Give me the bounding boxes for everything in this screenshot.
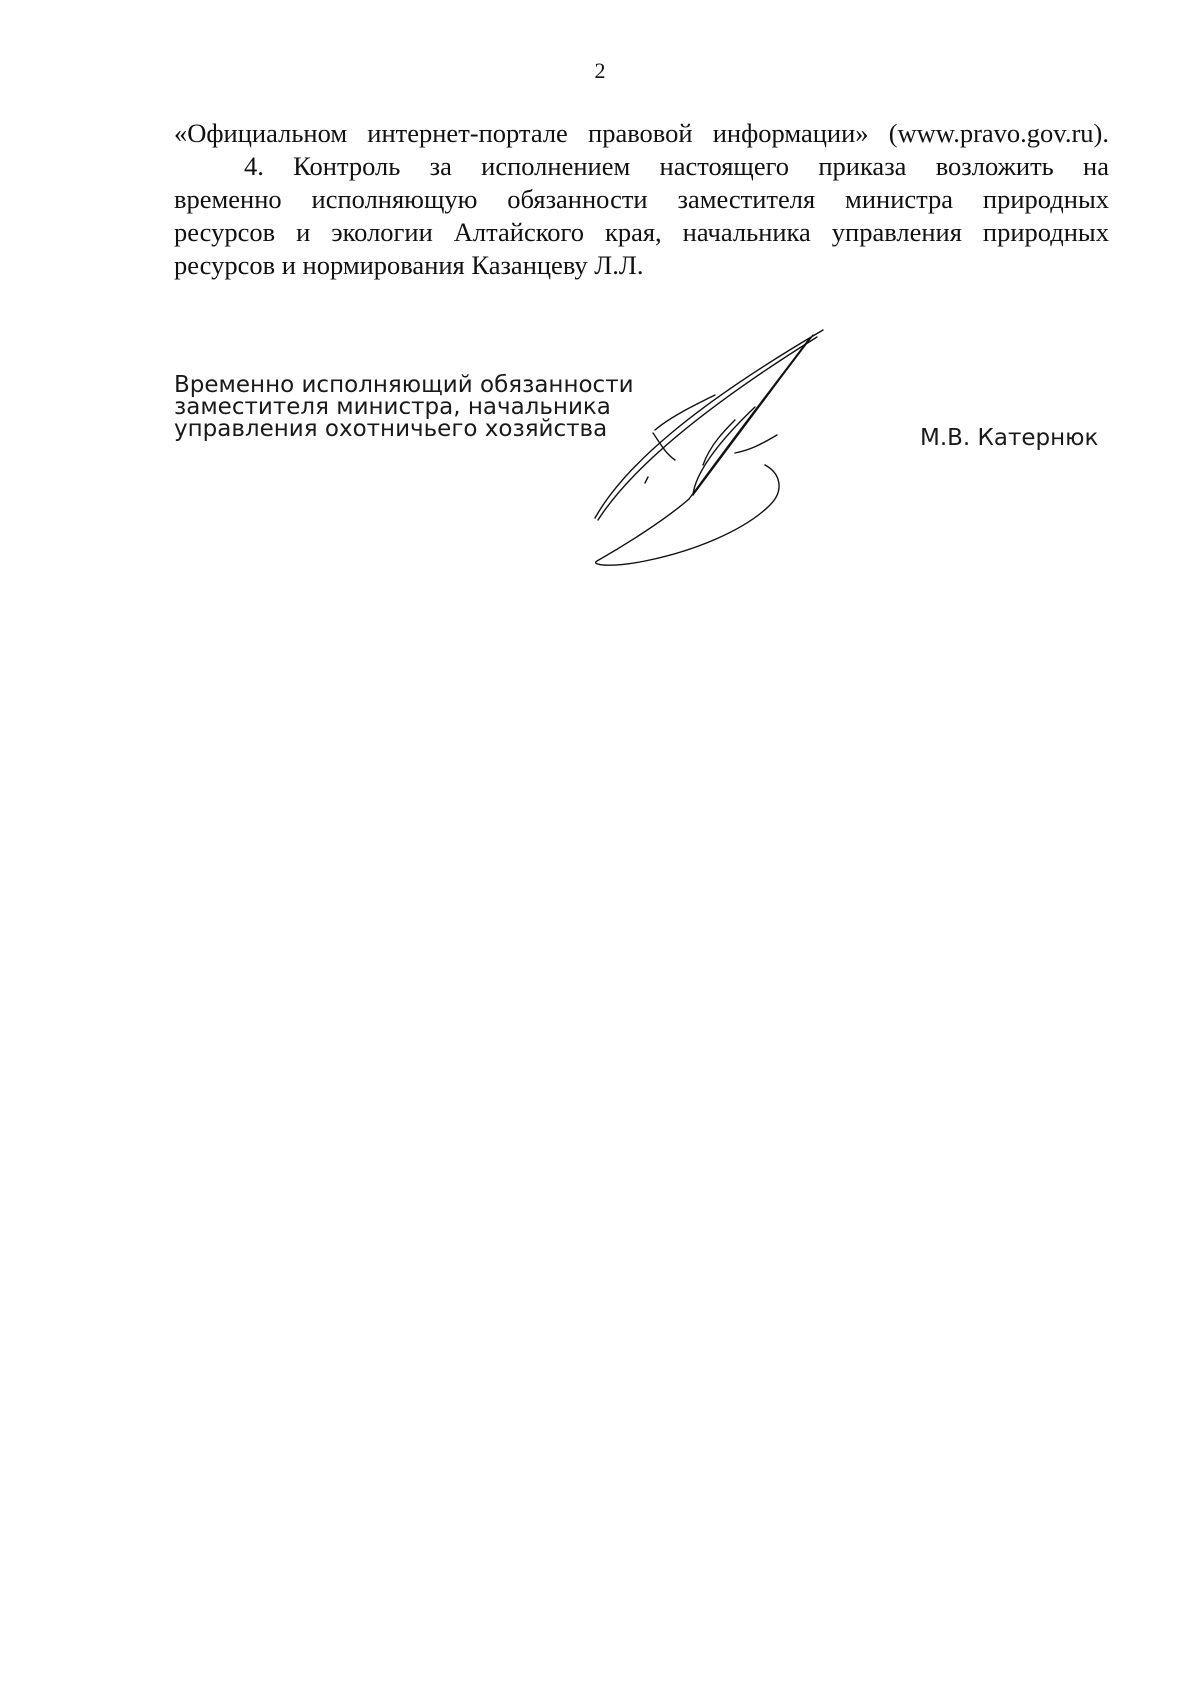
signatory-position-line-1: Временно исполняющий обязанности — [174, 372, 634, 398]
page-number: 2 — [594, 58, 606, 83]
signatory-position-line-3: управления охотничьего хозяйства — [174, 416, 608, 442]
signatory-position — [174, 374, 634, 440]
paragraph-4-line-4: ресурсов и нормирования Казанцеву Л.Л. — [174, 250, 644, 280]
paragraph-4-line-2: временно исполняющую обязанности заместителя министра природных — [174, 184, 1109, 214]
paragraph-3-ending: «Официальном интернет-портале правовой информации» (www.pravo.gov.ru). — [174, 118, 1109, 148]
handwritten-signature-icon — [585, 325, 835, 575]
paragraph-4-line-1: 4. Контроль за исполнением настоящего приказа возложить на — [244, 151, 1109, 181]
paragraph-4-line-3: ресурсов и экологии Алтайского края, начальника управления природных — [174, 217, 1109, 247]
signer-name: М.В. Катернюк — [920, 425, 1099, 451]
order-body-text — [174, 117, 1109, 282]
signatory-position-line-2: заместителя министра, начальника — [174, 394, 611, 420]
